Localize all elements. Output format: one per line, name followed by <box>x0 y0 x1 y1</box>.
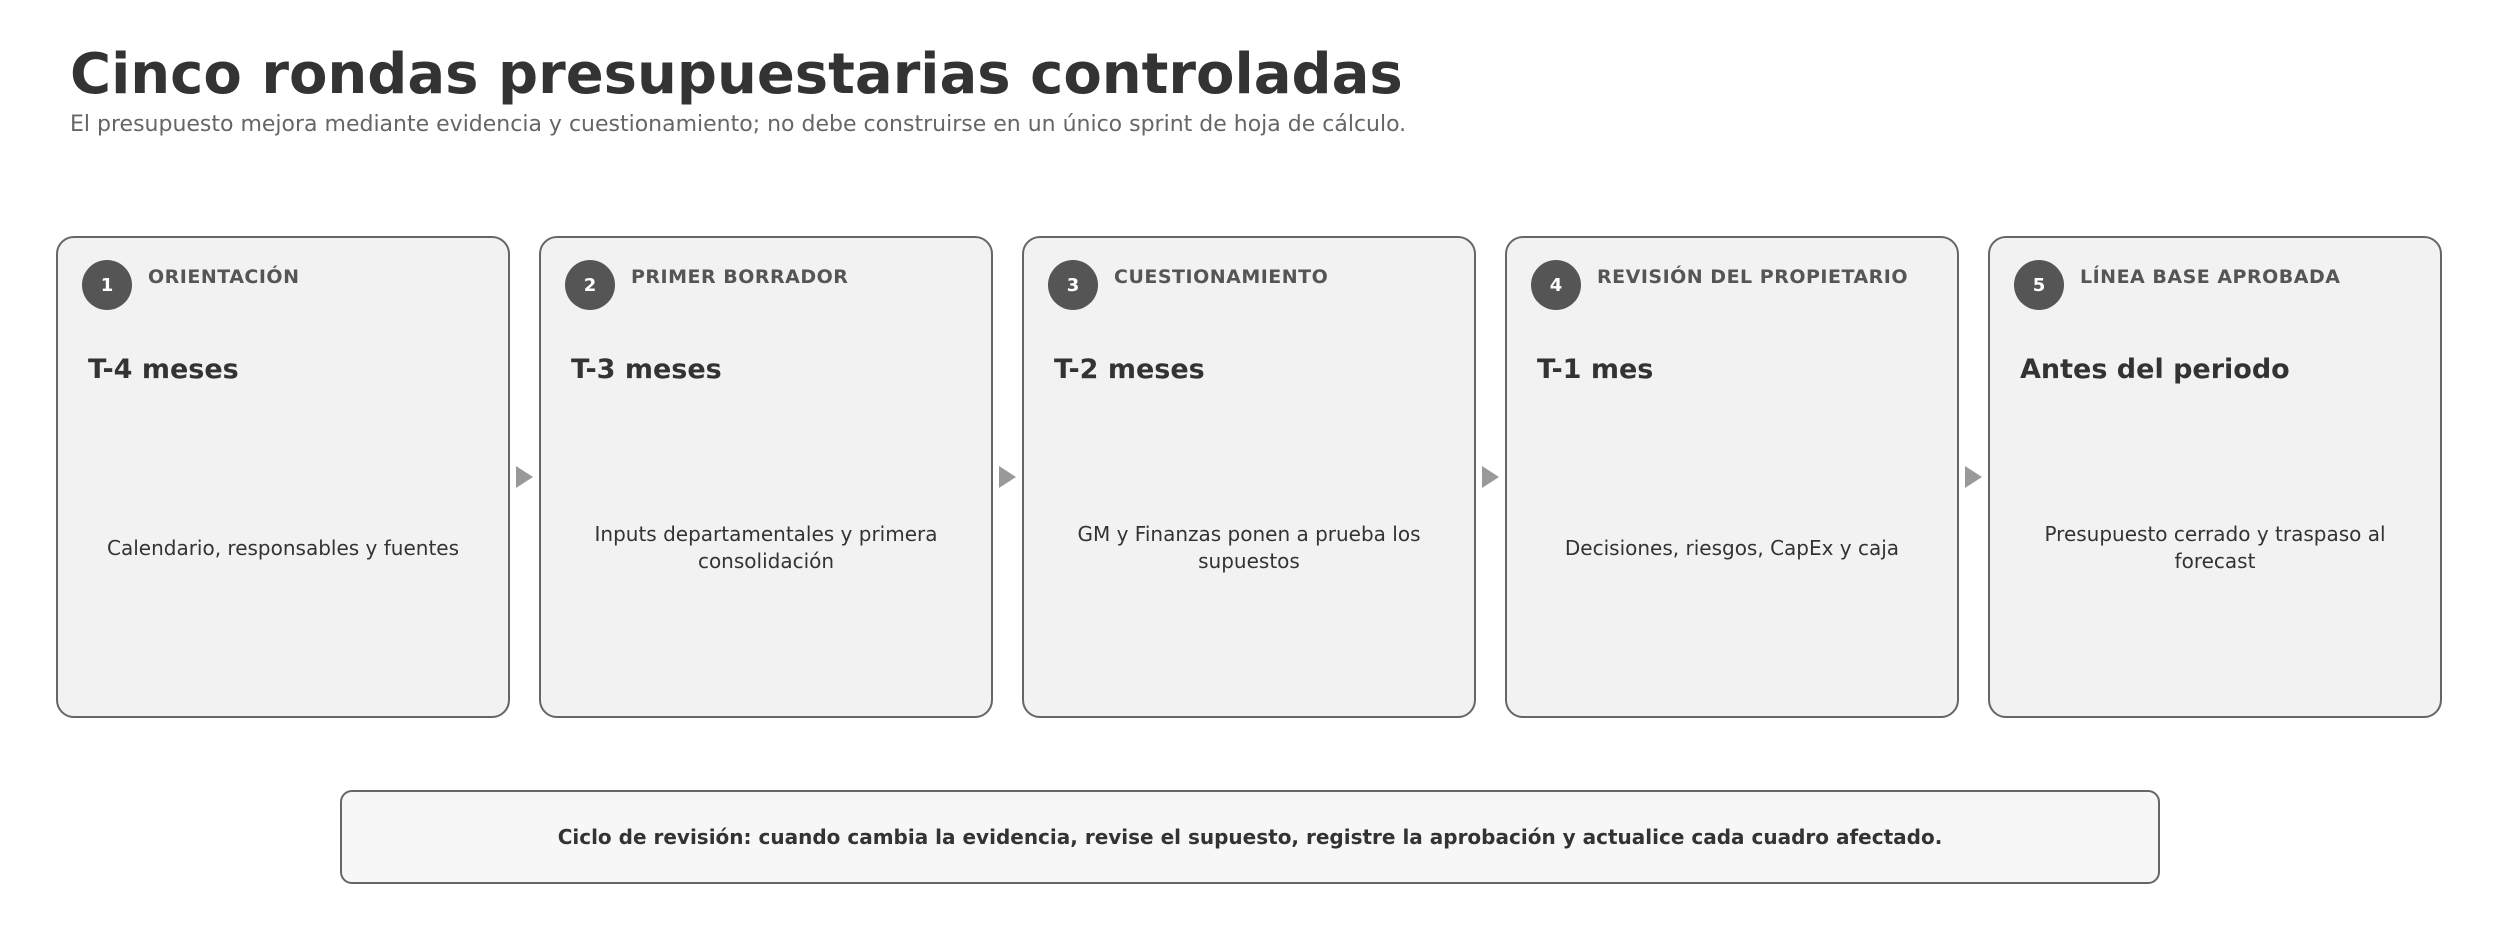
arrow-right-icon <box>999 466 1016 488</box>
stage-label: LÍNEA BASE APROBADA <box>2080 266 2341 288</box>
stage-timing: Antes del periodo <box>2020 354 2290 385</box>
stage-description: Calendario, responsables y fuentes <box>106 535 460 560</box>
stage-timing: T-1 mes <box>1537 354 1654 385</box>
stage-card-1 <box>56 236 510 718</box>
stage-number-badge: 4 <box>1531 260 1581 310</box>
arrow-right-icon <box>516 466 533 488</box>
stage-number-badge: 1 <box>82 260 132 310</box>
stage-label: REVISIÓN DEL PROPIETARIO <box>1597 266 1908 288</box>
stage-card-4 <box>1505 236 1959 718</box>
stage-description: GM y Finanzas ponen a prueba los supuestos <box>1077 522 1421 573</box>
review-cycle-note: Ciclo de revisión: cuando cambia la evidencia, revise el supuesto, registre la aprobación y actualice cada cuadro afectado. <box>340 790 2160 884</box>
stage-description: Decisiones, riesgos, CapEx y caja <box>1564 535 1900 560</box>
stage-card-3 <box>1022 236 1476 718</box>
stage-card-5 <box>1988 236 2442 718</box>
page-title: Cinco rondas presupuestarias controladas <box>70 42 1403 107</box>
stage-description: Presupuesto cerrado y traspaso al forecast <box>2044 522 2386 573</box>
stage-number-badge: 2 <box>565 260 615 310</box>
stage-label: CUESTIONAMIENTO <box>1114 266 1329 288</box>
stage-number-badge: 3 <box>1048 260 1098 310</box>
page-subtitle: El presupuesto mejora mediante evidencia y cuestionamiento; no debe construirse en un único sprint de hoja de cálculo. <box>70 112 1407 137</box>
stage-number-badge: 5 <box>2014 260 2064 310</box>
stage-label: ORIENTACIÓN <box>148 266 300 288</box>
arrow-right-icon <box>1482 466 1499 488</box>
stage-label: PRIMER BORRADOR <box>631 266 849 288</box>
stage-card-2 <box>539 236 993 718</box>
arrow-right-icon <box>1965 466 1982 488</box>
stage-timing: T-3 meses <box>571 354 722 385</box>
stage-description: Inputs departamentales y primera consolidación <box>594 522 938 573</box>
stage-timing: T-2 meses <box>1054 354 1205 385</box>
stage-timing: T-4 meses <box>88 354 239 385</box>
